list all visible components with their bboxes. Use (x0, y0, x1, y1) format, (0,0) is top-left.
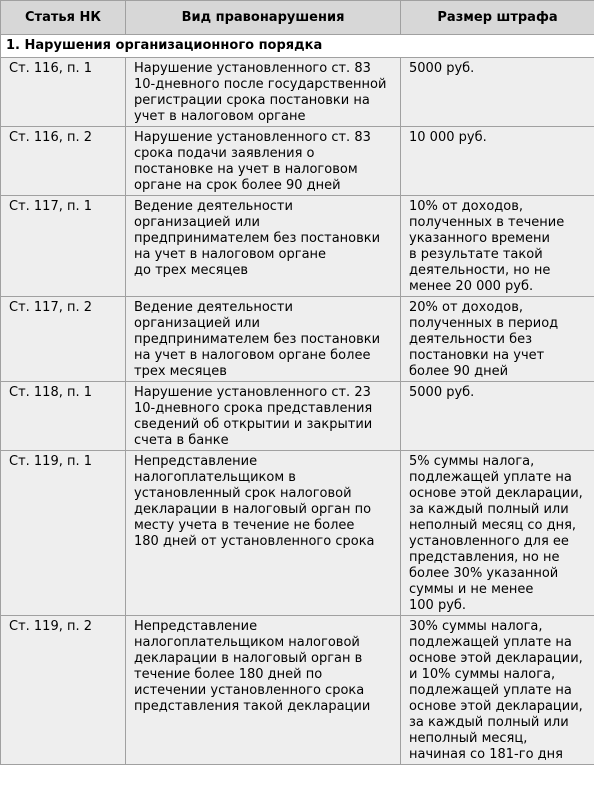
table-row (1, 297, 594, 382)
table-header (1, 1, 594, 35)
violation-cell (126, 297, 401, 382)
violation-text: Нарушение установленного ст. 83 срока подачи заявления о постановке на учет в налоговом органе на срок более 90 дней (134, 130, 371, 193)
violation-cell (126, 196, 401, 297)
article-text: Ст. 117, п. 1 (9, 199, 93, 214)
fine-cell (401, 297, 594, 382)
violation-text: Нарушение установленного ст. 83 10-дневного после государственной регистрации срока постановки на учет в налоговом органе (134, 61, 387, 124)
article-text: Ст. 116, п. 2 (9, 130, 93, 145)
table-row (1, 58, 594, 127)
violation-cell (126, 127, 401, 196)
fine-text: 10% от доходов, полученных в течение указанного времени в результате такой деятельности, но не менее 20 000 руб. (409, 199, 565, 294)
table-row (1, 382, 594, 451)
article-cell (1, 196, 126, 297)
fine-cell (401, 196, 594, 297)
article-cell (1, 616, 126, 765)
fine-text: 5000 руб. (409, 385, 475, 400)
violation-text: Непредставление налогоплательщиком в установленный срок налоговой декларации в налоговый орган по месту учета в течение не более 180 дней от установленного срока (134, 454, 375, 549)
article-text: Ст. 117, п. 2 (9, 300, 93, 315)
article-text: Ст. 118, п. 1 (9, 385, 93, 400)
header-fine: Размер штрафа (401, 1, 594, 35)
violation-cell (126, 616, 401, 765)
article-text: Ст. 116, п. 1 (9, 61, 93, 76)
table-row (1, 196, 594, 297)
table-row (1, 616, 594, 765)
article-cell (1, 58, 126, 127)
header-article: Статья НК (1, 1, 126, 35)
article-text: Ст. 119, п. 2 (9, 619, 93, 634)
violation-cell (126, 58, 401, 127)
fine-cell (401, 382, 594, 451)
fine-text: 10 000 руб. (409, 130, 487, 145)
violation-text: Ведение деятельности организацией или предпринимателем без постановки на учет в налоговом органе до трех месяцев (134, 199, 381, 278)
fine-text: 30% суммы налога, подлежащей уплате на основе этой декларации, и 10% суммы налога, подлежащей уплате на основе этой декларации, за каждый полный или неполный месяц, начиная со 181-го дня (409, 619, 583, 762)
fine-text: 20% от доходов, полученных в период деятельности без постановки на учет более 90 дней (409, 300, 559, 379)
section-row (1, 35, 594, 58)
fine-text: 5% суммы налога, подлежащей уплате на основе этой декларации, за каждый полный или неполный месяц со дня, установленного для ее представления, но не более 30% указанной суммы и не менее 100 руб. (409, 454, 583, 613)
header-row (1, 1, 594, 35)
violation-cell (126, 382, 401, 451)
violation-text: Ведение деятельности организацией или предпринимателем без постановки на учет в налоговом органе более трех месяцев (134, 300, 381, 379)
header-violation: Вид правонарушения (126, 1, 401, 35)
violation-cell (126, 451, 401, 616)
article-text: Ст. 119, п. 1 (9, 454, 93, 469)
violation-text: Нарушение установленного ст. 23 10-дневного срока представления сведений об открытии и закрытии счета в банке (134, 385, 373, 448)
table-row (1, 451, 594, 616)
fine-cell (401, 616, 594, 765)
article-cell (1, 451, 126, 616)
article-cell (1, 127, 126, 196)
table-body (1, 35, 594, 765)
table-row (1, 127, 594, 196)
fine-text: 5000 руб. (409, 61, 475, 76)
violation-text: Непредставление налогоплательщиком налоговой декларации в налоговый орган в течение более 180 дней по истечении установленного срока представления такой декларации (134, 619, 371, 714)
fine-cell (401, 127, 594, 196)
fine-cell (401, 58, 594, 127)
fine-cell (401, 451, 594, 616)
section-title: 1. Нарушения организационного порядка (1, 35, 594, 58)
article-cell (1, 382, 126, 451)
article-cell (1, 297, 126, 382)
